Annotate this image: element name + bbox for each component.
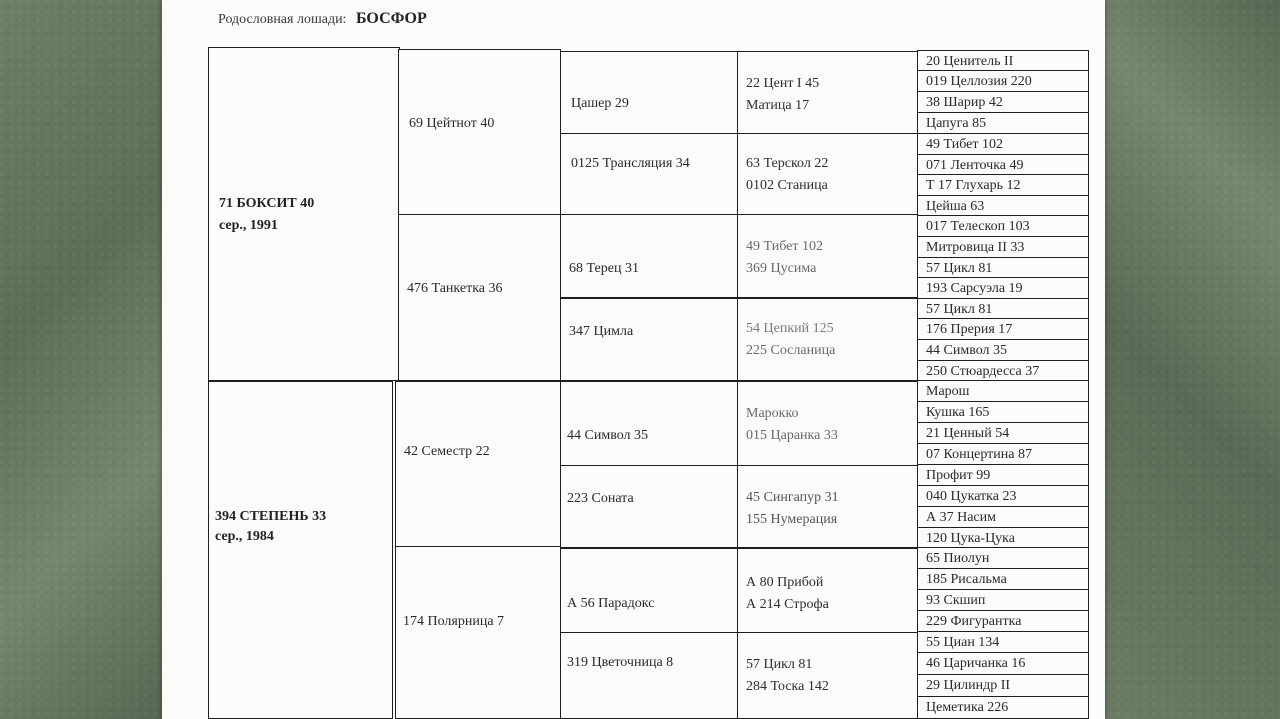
pedigree-cell [917, 196, 1089, 216]
ancestor-name: 174 Полярница 7 [403, 614, 505, 629]
ancestor-name: Цапуга 85 [926, 116, 987, 131]
pedigree-cell-dam [208, 381, 393, 719]
pedigree-cell [560, 381, 738, 467]
sire-info: сер., 1991 [219, 218, 278, 233]
pedigree-cell [737, 133, 918, 216]
ancestor-name: 68 Терец 31 [569, 261, 639, 276]
dam-info: сер., 1984 [215, 529, 274, 544]
ancestor-name: 476 Танкетка 36 [407, 281, 503, 296]
ancestor-name: Цашер 29 [571, 96, 629, 111]
pedigree-cell [560, 298, 738, 381]
pedigree-cell [917, 507, 1089, 528]
ancestor-name: 319 Цветочница 8 [567, 655, 674, 670]
ancestor-name: Кушка 165 [926, 405, 990, 420]
ancestor-name: 071 Ленточка 49 [926, 158, 1024, 173]
pedigree-cell [737, 51, 918, 135]
carpet-background-right [1105, 0, 1280, 719]
ancestor-name: 54 Цепкий 125 [746, 321, 834, 336]
ancestor-name: 63 Терскол 22 [746, 156, 829, 171]
pedigree-cell [917, 319, 1089, 340]
pedigree-table [208, 47, 1088, 719]
header-label: Родословная лошади: [218, 12, 347, 27]
ancestor-name: 284 Тоска 142 [746, 679, 829, 694]
ancestor-name: 015 Царанка 33 [746, 428, 838, 443]
ancestor-name: 223 Соната [567, 491, 634, 506]
pedigree-cell [560, 133, 738, 216]
pedigree-cell [560, 51, 738, 135]
ancestor-name: 369 Цусима [746, 261, 817, 276]
ancestor-name: Цейша 63 [926, 199, 985, 214]
pedigree-cell [560, 632, 738, 719]
ancestor-name: 38 Шарир 42 [926, 95, 1003, 110]
ancestor-name: 0102 Станица [746, 178, 828, 193]
pedigree-cell [917, 653, 1089, 675]
pedigree-cell [917, 632, 1089, 653]
ancestor-name: 57 Цикл 81 [746, 657, 813, 672]
ancestor-name: Марош [926, 384, 970, 399]
pedigree-cell [917, 361, 1089, 381]
ancestor-name: Митровица II 33 [926, 240, 1025, 255]
ancestor-name: 120 Цука-Цука [926, 531, 1015, 546]
ancestor-name: 017 Телескоп 103 [926, 219, 1030, 234]
ancestor-name: 019 Целлозия 220 [926, 74, 1032, 89]
dam-name: 394 СТЕПЕНЬ 33 [215, 509, 327, 524]
pedigree-cell [917, 548, 1089, 569]
pedigree-cell [917, 611, 1089, 632]
pedigree-cell [737, 214, 918, 298]
ancestor-name: 229 Фигурантка [926, 614, 1022, 629]
pedigree-cell [917, 113, 1089, 134]
pedigree-cell [737, 548, 918, 634]
ancestor-name: 040 Цукатка 23 [926, 489, 1017, 504]
pedigree-cell [917, 402, 1089, 423]
pedigree-cell [398, 49, 561, 216]
ancestor-name: 49 Тибет 102 [746, 239, 823, 254]
ancestor-name: 44 Символ 35 [567, 428, 649, 443]
ancestor-name: 49 Тибет 102 [926, 137, 1003, 152]
pedigree-cell [917, 569, 1089, 590]
ancestor-name: А 37 Насим [926, 510, 996, 525]
ancestor-name: 0125 Трансляция 34 [571, 156, 690, 171]
ancestor-name: 07 Концертина 87 [926, 447, 1032, 462]
ancestor-name: 42 Семестр 22 [404, 444, 490, 459]
ancestor-name: 193 Сарсуэла 19 [926, 281, 1023, 296]
ancestor-name: Т 17 Глухарь 12 [926, 178, 1021, 193]
pedigree-cell [917, 697, 1089, 719]
pedigree-cell [917, 258, 1089, 278]
ancestor-name: 250 Стюардесса 37 [926, 364, 1040, 379]
ancestor-name: 93 Скшип [926, 593, 986, 608]
pedigree-cell [917, 528, 1089, 548]
ancestor-name: Цеметика 226 [926, 700, 1009, 715]
ancestor-name: А 80 Прибой [746, 575, 824, 590]
pedigree-cell [917, 71, 1089, 92]
pedigree-cell [917, 381, 1089, 402]
pedigree-cell [917, 237, 1089, 258]
ancestor-name: 69 Цейтнот 40 [409, 116, 495, 131]
ancestor-name: А 56 Парадокс [567, 596, 655, 611]
pedigree-cell [917, 444, 1089, 465]
pedigree-cell [737, 465, 918, 548]
ancestor-name: Марокко [746, 406, 799, 421]
pedigree-cell [917, 216, 1089, 237]
pedigree-cell [917, 340, 1089, 361]
pedigree-cell [917, 299, 1089, 319]
pedigree-cell [917, 278, 1089, 299]
pedigree-cell [560, 548, 738, 634]
pedigree-cell [395, 546, 561, 719]
ancestor-name: 176 Прерия 17 [926, 322, 1013, 337]
pedigree-cell [917, 175, 1089, 196]
pedigree-cell [737, 632, 918, 719]
pedigree-cell [398, 214, 561, 381]
ancestor-name: 55 Циан 134 [926, 635, 1000, 650]
ancestor-name: 57 Цикл 81 [926, 302, 993, 317]
ancestor-name: Матица 17 [746, 98, 810, 113]
pedigree-cell [560, 214, 738, 298]
ancestor-name: 185 Рисальма [926, 572, 1007, 587]
ancestor-name: 155 Нумерация [746, 512, 838, 527]
sire-name: 71 БОКСИТ 40 [219, 196, 315, 211]
carpet-background-left [0, 0, 162, 719]
pedigree-cell [917, 92, 1089, 113]
pedigree-cell [560, 465, 738, 548]
pedigree-cell [917, 155, 1089, 175]
ancestor-name: 21 Ценный 54 [926, 426, 1010, 441]
ancestor-name: 20 Ценитель II [926, 54, 1014, 69]
pedigree-cell [917, 423, 1089, 444]
document-header [218, 10, 427, 28]
pedigree-cell [917, 134, 1089, 155]
ancestor-name: 46 Царичанка 16 [926, 656, 1026, 671]
pedigree-cell [395, 381, 561, 548]
pedigree-cell [737, 298, 918, 381]
pedigree-cell-sire [208, 47, 400, 381]
ancestor-name: 225 Сосланица [746, 343, 836, 358]
ancestor-name: 45 Сингапур 31 [746, 490, 839, 505]
pedigree-cell [737, 381, 918, 467]
ancestor-name: А 214 Строфа [746, 597, 829, 612]
pedigree-cell [917, 675, 1089, 697]
pedigree-cell [917, 50, 1089, 71]
ancestor-name: 57 Цикл 81 [926, 261, 993, 276]
ancestor-name: 44 Символ 35 [926, 343, 1008, 358]
pedigree-cell [917, 486, 1089, 507]
ancestor-name: 347 Цимла [569, 324, 634, 339]
ancestor-name: 65 Пиолун [926, 551, 990, 566]
ancestor-name: 29 Цилиндр II [926, 678, 1011, 693]
horse-name: БОСФОР [355, 10, 427, 27]
pedigree-cell [917, 590, 1089, 611]
ancestor-name: Профит 99 [926, 468, 991, 483]
pedigree-cell [917, 465, 1089, 486]
ancestor-name: 22 Цент I 45 [746, 76, 820, 91]
